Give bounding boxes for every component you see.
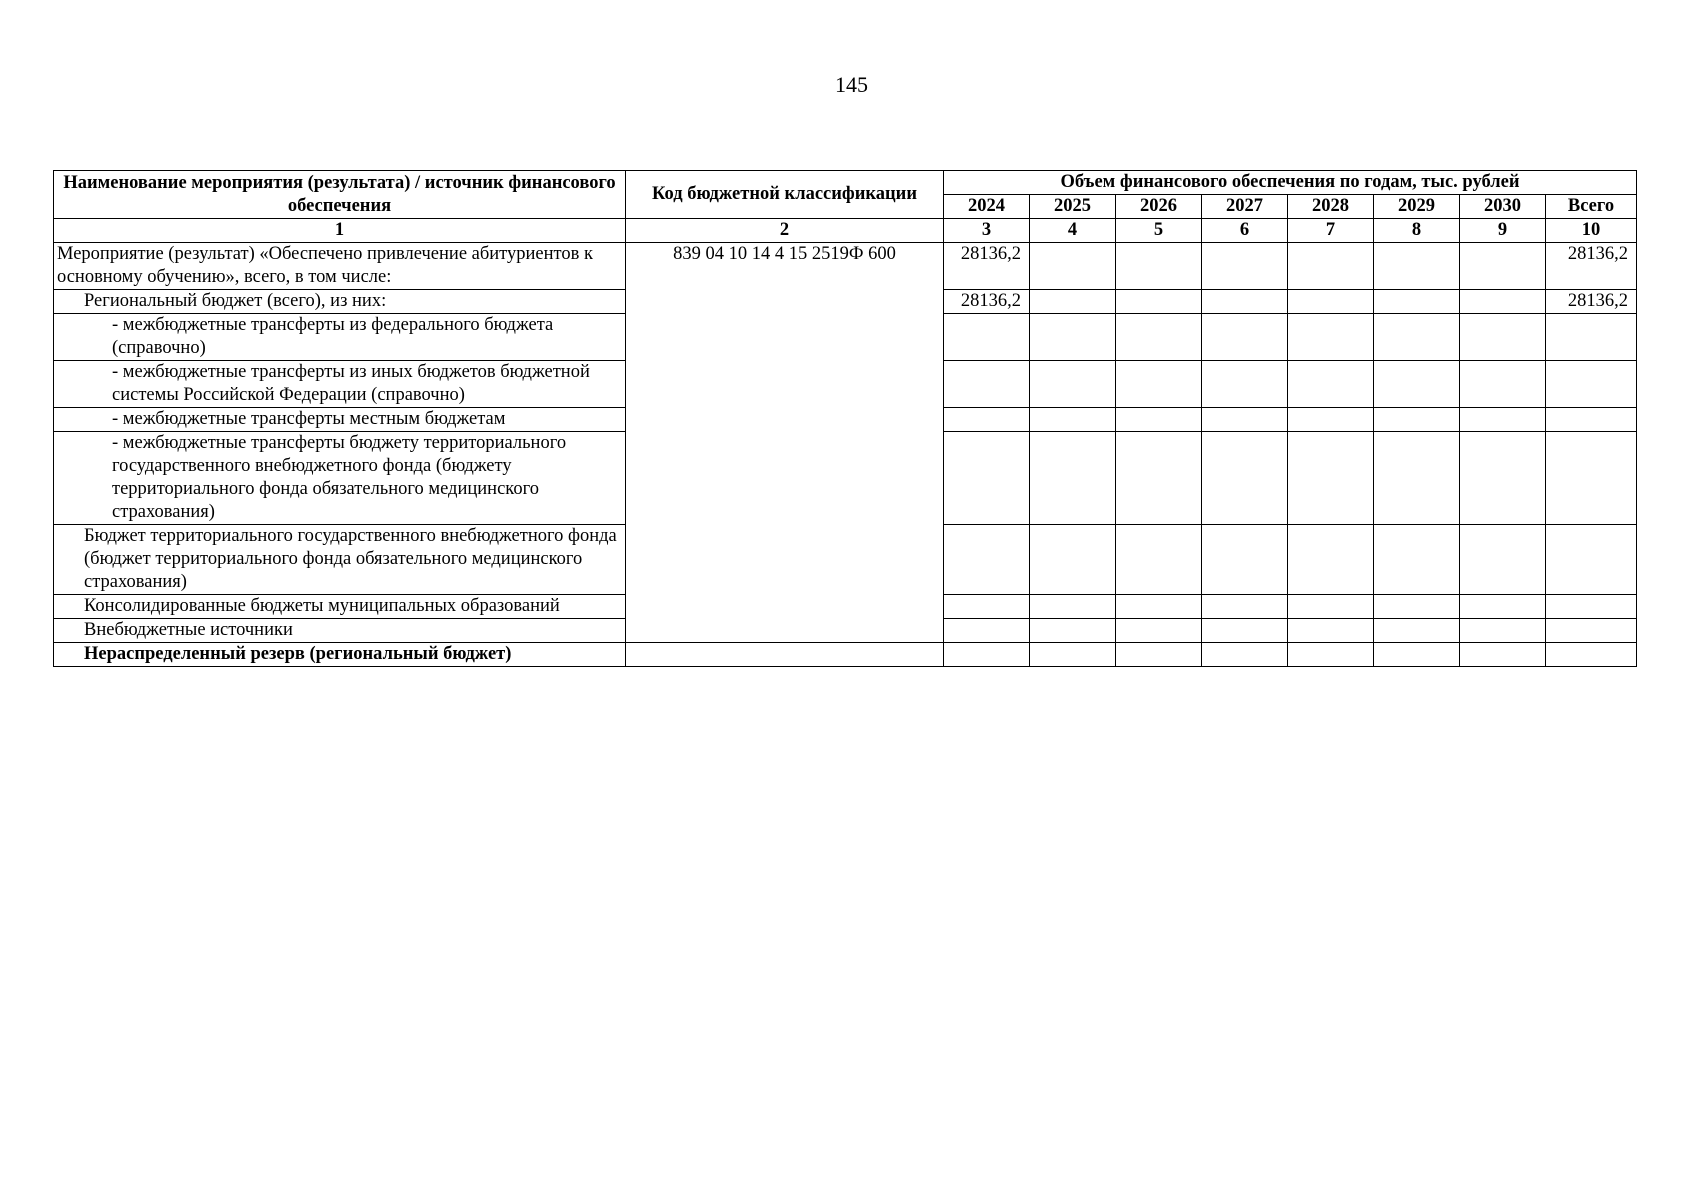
value-2028	[1288, 243, 1374, 290]
value-2026	[1116, 361, 1202, 408]
value-2026	[1116, 243, 1202, 290]
value-2030	[1460, 643, 1546, 667]
value-2030	[1460, 408, 1546, 432]
value-2029	[1374, 525, 1460, 595]
value-2026	[1116, 525, 1202, 595]
row-name: - межбюджетные трансферты бюджету территориального государственного внебюджетного фонда (бюджету территориального фонда обязательного медицинского страхования)	[54, 432, 626, 525]
column-number: 7	[1288, 219, 1374, 243]
value-total	[1546, 619, 1637, 643]
value-2025	[1030, 643, 1116, 667]
value-2024	[944, 432, 1030, 525]
value-2027	[1202, 361, 1288, 408]
value-2028	[1288, 408, 1374, 432]
value-2027	[1202, 314, 1288, 361]
value-2030	[1460, 525, 1546, 595]
value-2030	[1460, 243, 1546, 290]
value-2026	[1116, 408, 1202, 432]
value-2024	[944, 595, 1030, 619]
value-2030	[1460, 361, 1546, 408]
table-row	[54, 243, 1637, 290]
column-number: 4	[1030, 219, 1116, 243]
row-name: - межбюджетные трансферты местным бюджетам	[54, 408, 626, 432]
value-total: 28136,2	[1546, 290, 1637, 314]
value-2028	[1288, 290, 1374, 314]
row-name: Бюджет территориального государственного внебюджетного фонда (бюджет территориального фонда обязательного медицинского страхования)	[54, 525, 626, 595]
value-2026	[1116, 595, 1202, 619]
header-year-2027: 2027	[1202, 195, 1288, 219]
value-2027	[1202, 525, 1288, 595]
value-2029	[1374, 408, 1460, 432]
row-name: Консолидированные бюджеты муниципальных образований	[54, 595, 626, 619]
value-2030	[1460, 619, 1546, 643]
value-total	[1546, 643, 1637, 667]
value-2026	[1116, 314, 1202, 361]
value-2028	[1288, 361, 1374, 408]
row-name: Нераспределенный резерв (региональный бюджет)	[54, 643, 626, 667]
value-2025	[1030, 243, 1116, 290]
value-total	[1546, 432, 1637, 525]
value-2025	[1030, 314, 1116, 361]
column-number: 6	[1202, 219, 1288, 243]
header-year-2024: 2024	[944, 195, 1030, 219]
row-name: Мероприятие (результат) «Обеспечено привлечение абитуриентов к основному обучению», всего, в том числе:	[54, 243, 626, 290]
value-2025	[1030, 432, 1116, 525]
table-row	[54, 643, 1637, 667]
value-2027	[1202, 595, 1288, 619]
header-year-2028: 2028	[1288, 195, 1374, 219]
value-2024: 28136,2	[944, 290, 1030, 314]
value-total	[1546, 595, 1637, 619]
page-number: 145	[835, 72, 868, 97]
column-number: 5	[1116, 219, 1202, 243]
column-number: 3	[944, 219, 1030, 243]
header-year-2030: 2030	[1460, 195, 1546, 219]
value-2027	[1202, 643, 1288, 667]
row-name: - межбюджетные трансферты из федерального бюджета (справочно)	[54, 314, 626, 361]
value-total	[1546, 361, 1637, 408]
value-2029	[1374, 432, 1460, 525]
value-2029	[1374, 361, 1460, 408]
column-number: 9	[1460, 219, 1546, 243]
value-2025	[1030, 619, 1116, 643]
value-2029	[1374, 290, 1460, 314]
value-2029	[1374, 643, 1460, 667]
value-2027	[1202, 408, 1288, 432]
value-2024: 28136,2	[944, 243, 1030, 290]
value-2030	[1460, 595, 1546, 619]
header-volume-group: Объем финансового обеспечения по годам, тыс. рублей	[944, 171, 1637, 195]
value-2026	[1116, 643, 1202, 667]
value-2024	[944, 314, 1030, 361]
header-year-2029: 2029	[1374, 195, 1460, 219]
value-2024	[944, 525, 1030, 595]
budget-code: 839 04 10 14 4 15 2519Ф 600	[626, 243, 944, 643]
table-header-row	[54, 171, 1637, 195]
header-code-column: Код бюджетной классификации	[626, 171, 944, 219]
value-2026	[1116, 290, 1202, 314]
value-2024	[944, 408, 1030, 432]
value-2026	[1116, 619, 1202, 643]
value-2024	[944, 619, 1030, 643]
value-2028	[1288, 525, 1374, 595]
budget-code-empty	[626, 643, 944, 667]
header-year-2025: 2025	[1030, 195, 1116, 219]
value-2025	[1030, 525, 1116, 595]
value-2028	[1288, 643, 1374, 667]
column-number: 8	[1374, 219, 1460, 243]
row-name: - межбюджетные трансферты из иных бюджетов бюджетной системы Российской Федерации (справочно)	[54, 361, 626, 408]
value-2030	[1460, 432, 1546, 525]
value-2029	[1374, 619, 1460, 643]
value-2030	[1460, 290, 1546, 314]
value-2029	[1374, 595, 1460, 619]
value-2025	[1030, 408, 1116, 432]
value-2028	[1288, 619, 1374, 643]
value-total	[1546, 525, 1637, 595]
header-name-column: Наименование мероприятия (результата) / источник финансового обеспечения	[54, 171, 626, 219]
column-number: 10	[1546, 219, 1637, 243]
value-2025	[1030, 290, 1116, 314]
value-2027	[1202, 432, 1288, 525]
value-2029	[1374, 314, 1460, 361]
value-2025	[1030, 595, 1116, 619]
value-2028	[1288, 432, 1374, 525]
column-number: 2	[626, 219, 944, 243]
value-2030	[1460, 314, 1546, 361]
value-2028	[1288, 314, 1374, 361]
column-numbers-row	[54, 219, 1637, 243]
value-2027	[1202, 243, 1288, 290]
value-2027	[1202, 290, 1288, 314]
financing-table	[53, 170, 1637, 667]
value-2028	[1288, 595, 1374, 619]
column-number: 1	[54, 219, 626, 243]
value-2027	[1202, 619, 1288, 643]
value-2026	[1116, 432, 1202, 525]
value-2025	[1030, 361, 1116, 408]
value-total	[1546, 314, 1637, 361]
header-total: Всего	[1546, 195, 1637, 219]
header-year-2026: 2026	[1116, 195, 1202, 219]
value-2024	[944, 643, 1030, 667]
value-2024	[944, 361, 1030, 408]
value-total	[1546, 408, 1637, 432]
row-name: Региональный бюджет (всего), из них:	[54, 290, 626, 314]
value-total: 28136,2	[1546, 243, 1637, 290]
value-2029	[1374, 243, 1460, 290]
row-name: Внебюджетные источники	[54, 619, 626, 643]
